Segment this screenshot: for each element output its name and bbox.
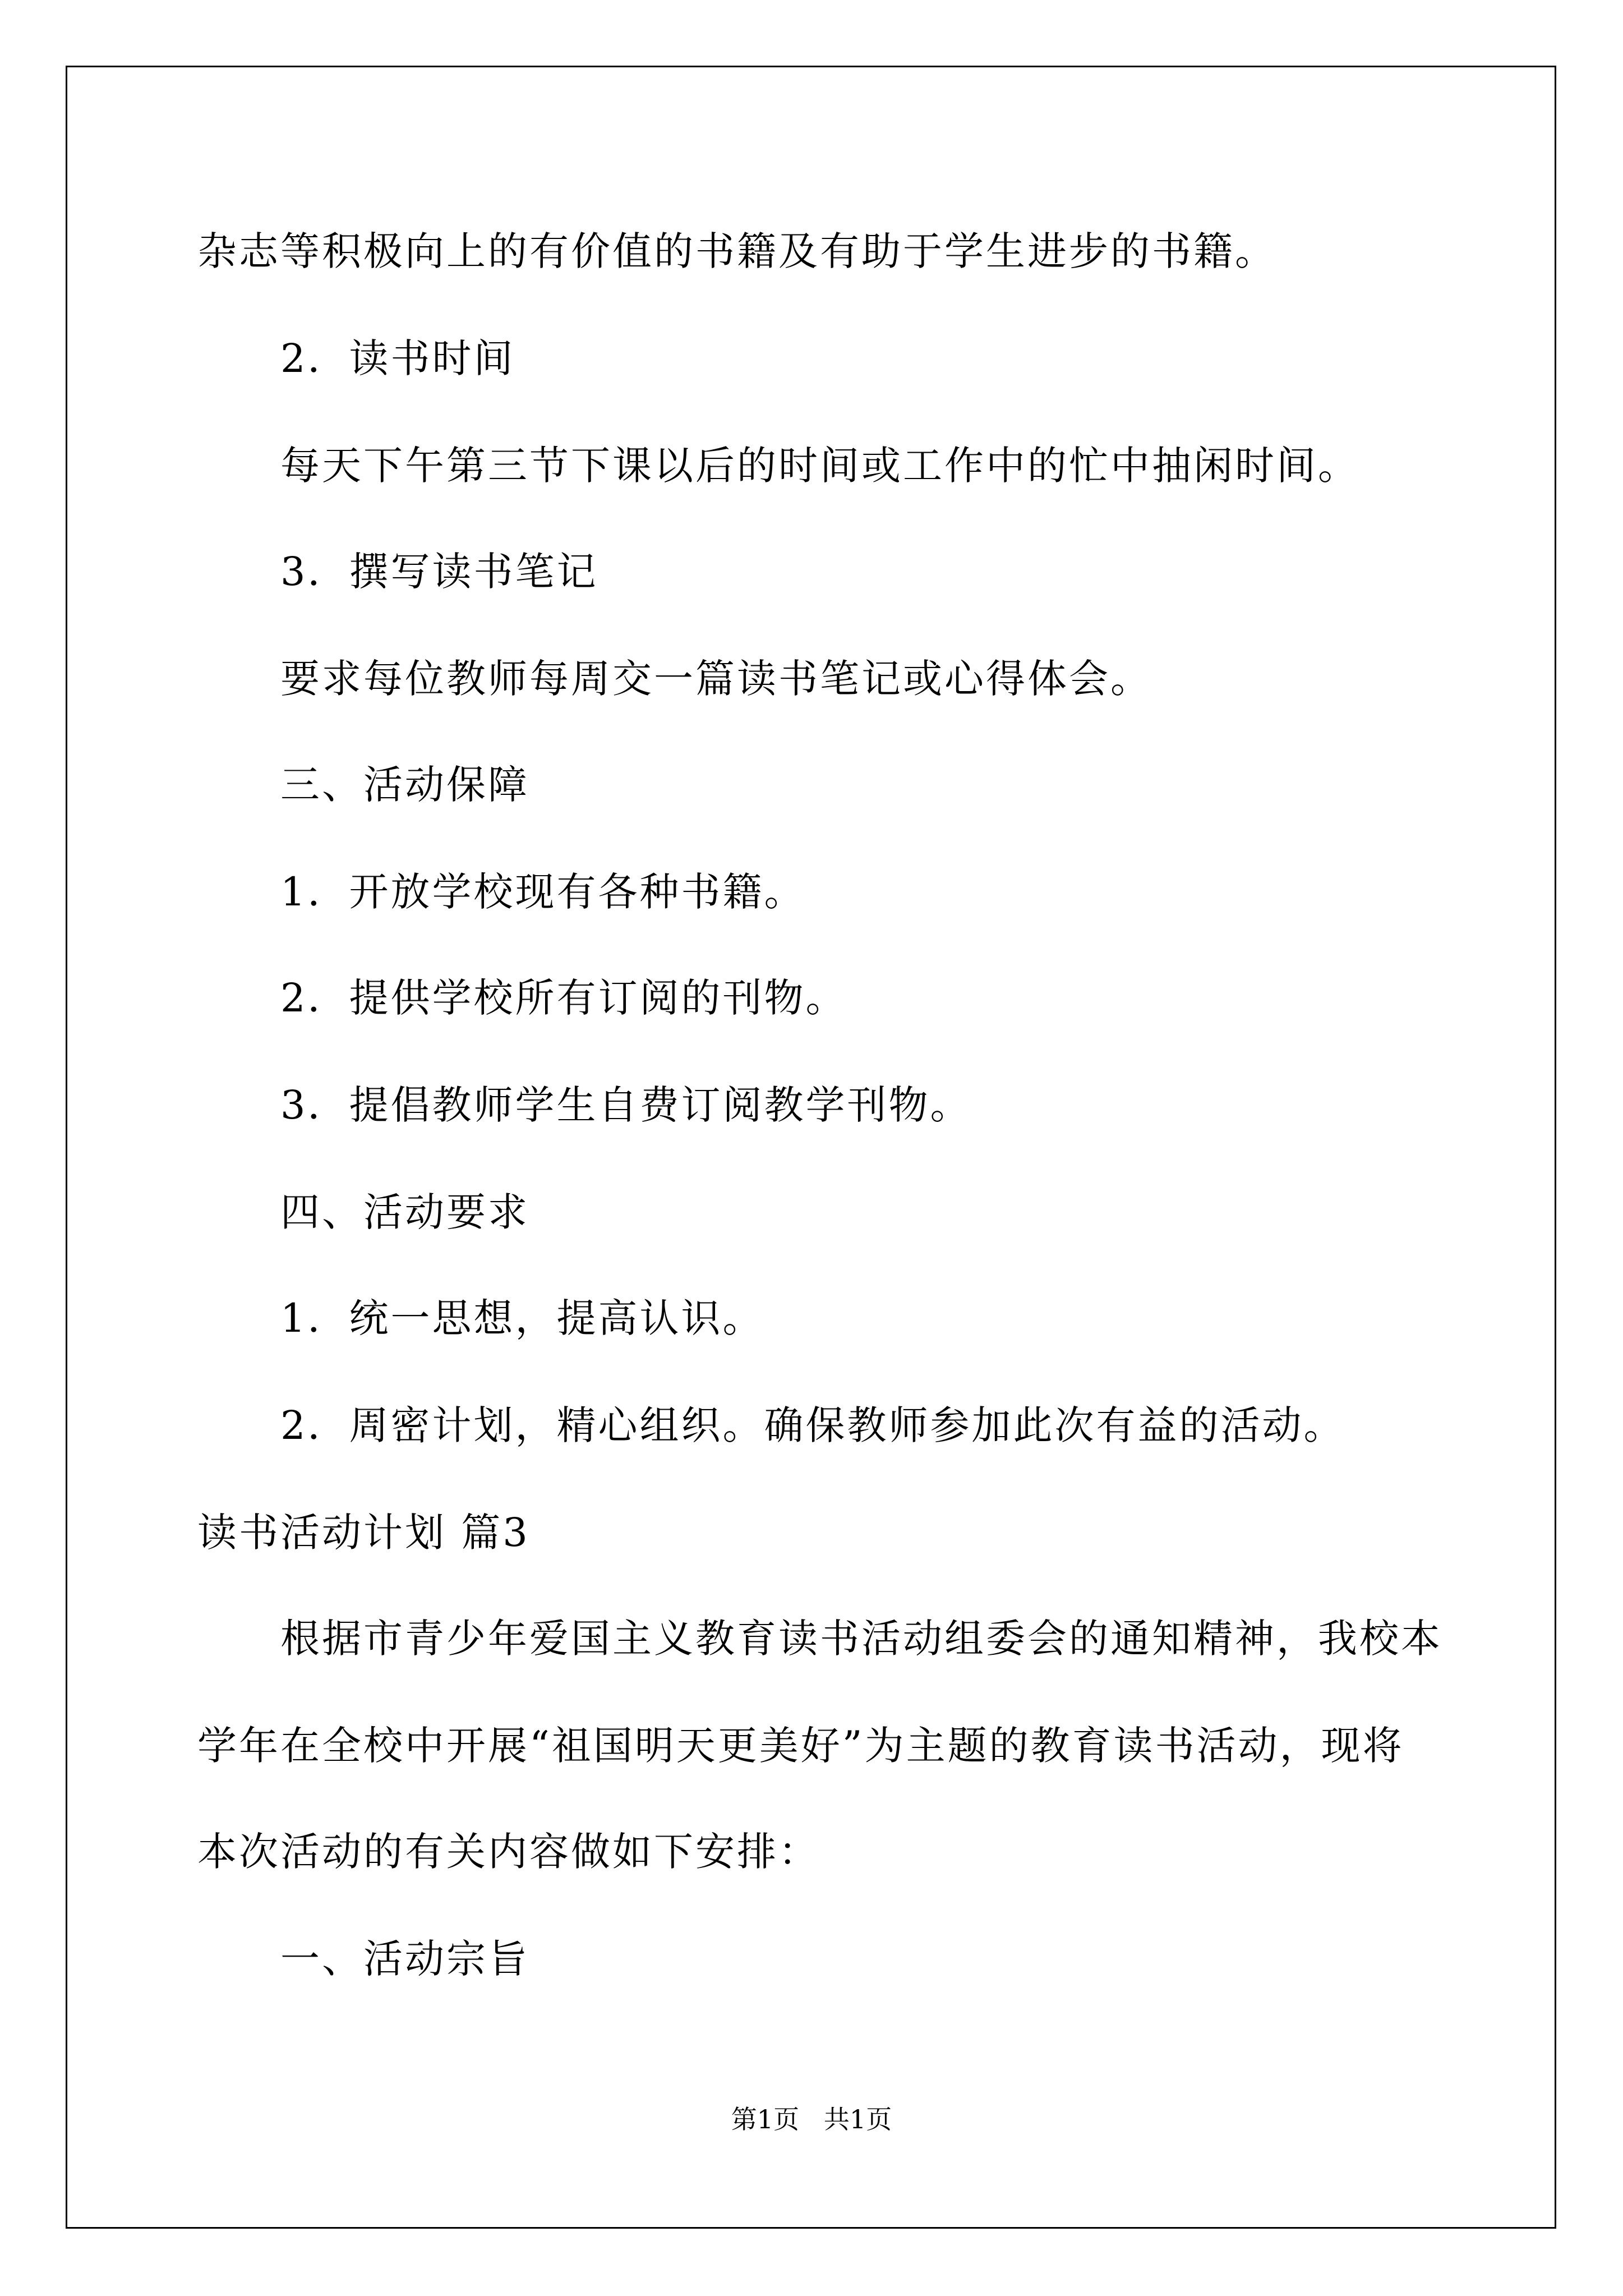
body-text-line: 杂志等积极向上的有价值的书籍及有助于学生进步的书籍。 [197,228,1276,274]
section-item-reading-notes: 3．撰写读书笔记 [280,549,598,595]
body-text-line: 学年在全校中开展“祖国明天更美好”为主题的教育读书活动，现将 [197,1723,1404,1769]
section-heading-activity-requirements: 四、活动要求 [280,1189,529,1235]
page-number: 第1页 共1页 [731,2104,892,2134]
section-item-reading-time: 2．读书时间 [280,335,515,381]
list-item: 1．开放学校现有各种书籍。 [280,869,806,915]
body-text-line: 根据市青少年爱国主义教育读书活动组委会的通知精神，我校本 [280,1616,1442,1662]
list-item: 3．提倡教师学生自费订阅教学刊物。 [280,1082,972,1128]
section-heading-activity-guarantee: 三、活动保障 [280,762,529,808]
body-text-line: 要求每位教师每周交一篇读书笔记或心得体会。 [280,656,1152,702]
page-frame [66,66,1556,2229]
body-text-line: 每天下午第三节下课以后的时间或工作中的忙中抽闲时间。 [280,443,1359,489]
article-title: 读书活动计划 篇3 [197,1510,530,1556]
list-item: 1．统一思想，提高认识。 [280,1295,764,1341]
body-text-line: 本次活动的有关内容做如下安排： [197,1829,820,1875]
section-heading-activity-purpose: 一、活动宗旨 [280,1936,529,1982]
list-item: 2．提供学校所有订阅的刊物。 [280,975,847,1021]
list-item: 2．周密计划，精心组织。确保教师参加此次有益的活动。 [280,1402,1345,1448]
